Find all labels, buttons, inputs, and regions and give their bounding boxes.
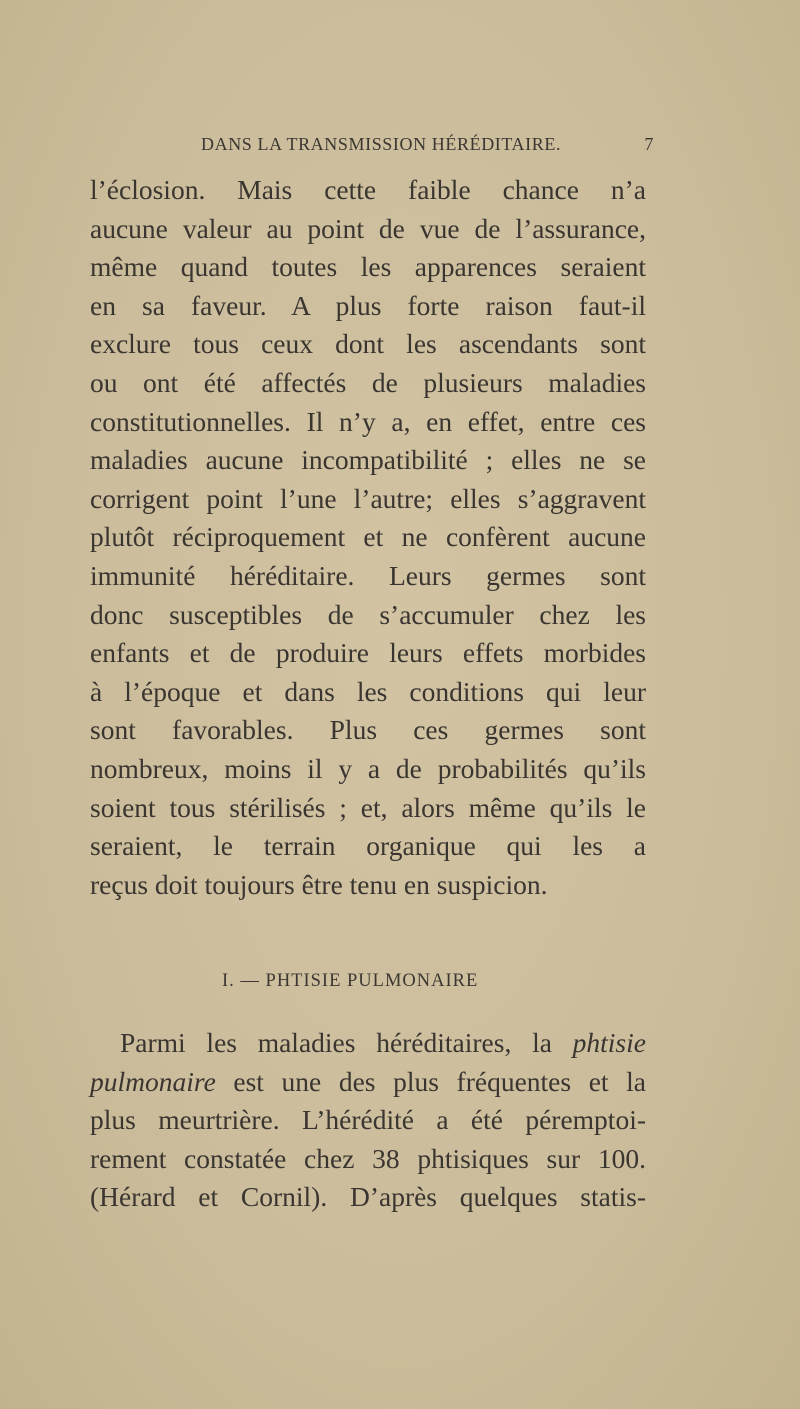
text-line: ou ont été affectés de plusieurs maladies <box>90 366 646 398</box>
text-line: immunité héréditaire. Leurs germes sont <box>90 559 646 591</box>
text-line: donc susceptibles de s’accumuler chez les <box>90 598 646 630</box>
text-line: soient tous stérilisés ; et, alors même qu’ils le <box>90 791 646 823</box>
text-line: aucune valeur au point de vue de l’assurance, <box>90 212 646 244</box>
text-line <box>90 1063 646 1102</box>
text-line: en sa faveur. A plus forte raison faut-il <box>90 289 646 321</box>
text-line: nombreux, moins il y a de probabilités qu’ils <box>90 752 646 784</box>
text-line: même quand toutes les apparences seraient <box>90 251 646 283</box>
text-line: corrigent point l’une l’autre; elles s’aggravent <box>90 482 646 514</box>
text-line: reçus doit toujours être tenu en suspicion. <box>90 868 548 900</box>
italic-term: pulmonaire <box>90 1065 216 1097</box>
text-line: plus meurtrière. L’hérédité a été péremptoi- <box>90 1104 646 1136</box>
text-line: maladies aucune incompatibilité ; elles ne se <box>90 444 646 476</box>
running-head-title: DANS LA TRANSMISSION HÉRÉDITAIRE. <box>201 134 562 154</box>
text-line: rement constatée chez 38 phtisiques sur 100. <box>90 1142 646 1174</box>
text-line: à l’époque et dans les conditions qui leur <box>90 675 646 707</box>
text-line: plutôt réciproquement et ne confèrent aucune <box>90 521 646 553</box>
paragraph-1 <box>90 171 646 904</box>
text-line: seraient, le terrain organique qui les a <box>90 830 646 862</box>
page-number: 7 <box>644 134 654 154</box>
text-line: constitutionnelles. Il n’y a, en effet, entre ces <box>90 405 646 437</box>
paragraph-2 <box>90 1024 646 1217</box>
text-line <box>90 1024 646 1063</box>
text-line: l’éclosion. Mais cette faible chance n’a <box>90 174 646 205</box>
italic-term: phtisie <box>572 1027 646 1058</box>
text-run: Parmi les maladies héréditaires, la <box>120 1027 573 1058</box>
text-run: est une des plus fréquentes et la <box>215 1065 646 1097</box>
text-line: (Hérard et Cornil). D’après quelques statis- <box>90 1181 646 1213</box>
running-head <box>201 134 654 158</box>
text-line: sont favorables. Plus ces germes sont <box>90 714 646 746</box>
text-line: enfants et de produire leurs effets morbides <box>90 637 646 669</box>
text-line: exclure tous ceux dont les ascendants sont <box>90 328 646 360</box>
section-heading: I. — PHTISIE PULMONAIRE <box>222 971 479 991</box>
